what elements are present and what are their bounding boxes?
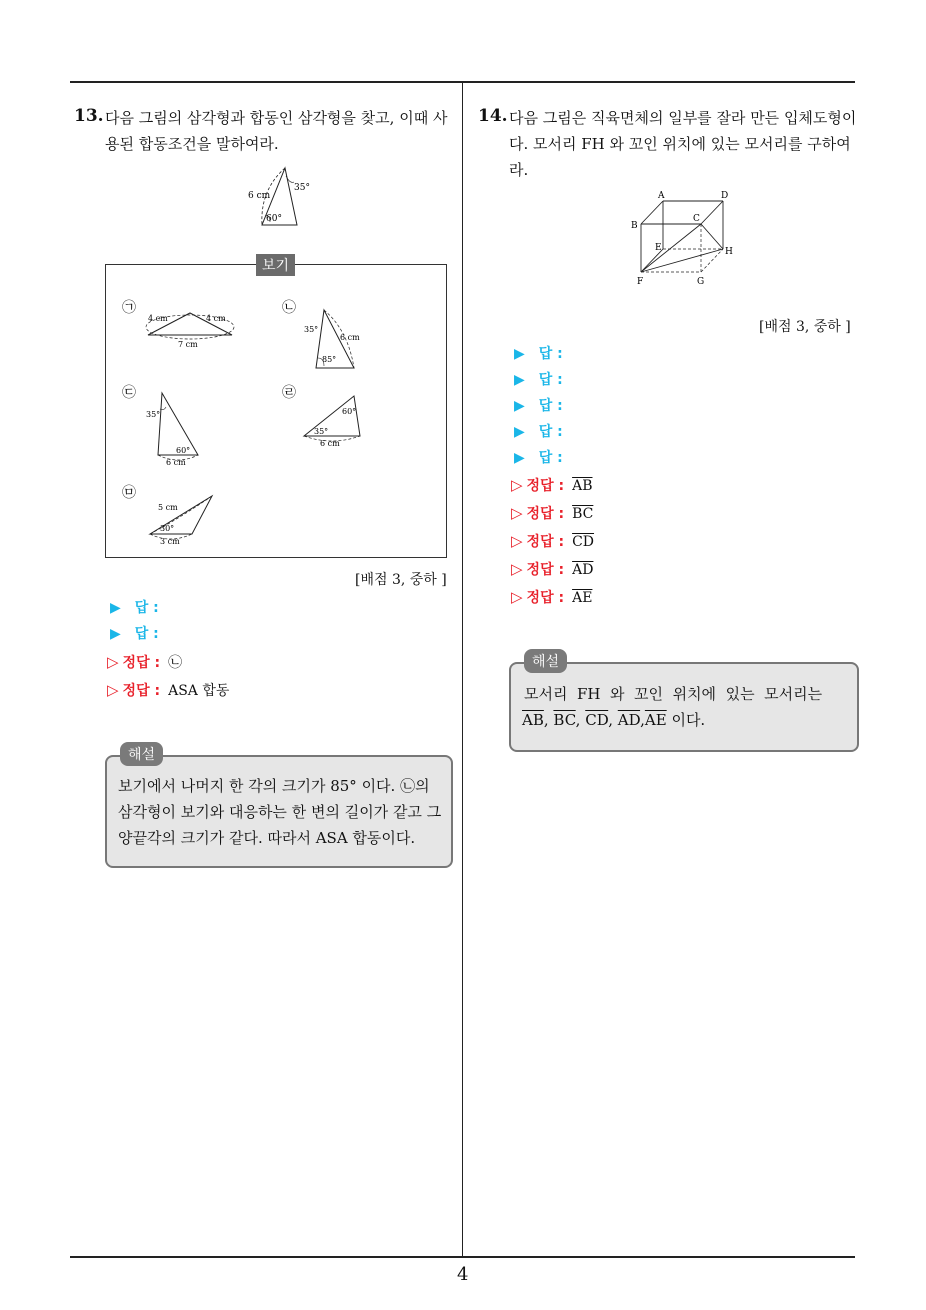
q13-explanation-line: 삼각형이 보기와 대응하는 한 변의 길이가 같고 그 [118, 803, 442, 821]
q14-answer-prompt: 답 : [538, 424, 563, 440]
q13-answer-prompt: 답 : [134, 600, 159, 616]
q14-exp-edge: $\overline{CD}$ [585, 711, 609, 729]
outline-triangle-icon: ▷ [511, 588, 523, 606]
play-icon: ▶ [514, 346, 525, 362]
q14-number: 14. [478, 106, 508, 126]
q14-correct-row [511, 474, 592, 496]
option-m-figure [140, 490, 220, 550]
q14-label-b: B [631, 221, 638, 231]
option-d-angle2: 60° [176, 446, 191, 455]
q14-exp-sep: , [640, 711, 645, 729]
q14-answer-prompt: 답 : [538, 346, 563, 362]
q14-exp-sep: , [575, 711, 581, 729]
q14-label-c: C [693, 214, 700, 224]
q13-correct-value: ㉡ [168, 655, 183, 671]
q14-correct-value: $\overline{CD}$ [572, 534, 595, 550]
q13-explanation-line: 양끝각의 크기가 같다. 따라서 ASA 합동이다. [118, 829, 416, 847]
option-r-marker: ㉣ [282, 385, 296, 401]
q14-text-line3: 라. [509, 161, 529, 179]
q13-correct-label: 정답 : [122, 683, 161, 699]
q13-answer-prompt: 답 : [134, 626, 159, 642]
option-m-marker: ㉤ [122, 485, 136, 501]
option-r-figure [298, 390, 368, 452]
q13-correct-row [107, 679, 229, 701]
outline-triangle-icon: ▷ [511, 504, 523, 522]
q14-correct-row [511, 502, 593, 524]
q13-answer-row[interactable] [110, 623, 159, 645]
option-n-angle1: 35° [304, 325, 319, 334]
q13-explanation-line: 보기에서 나머지 한 각의 크기가 85° 이다. ㉡의 [118, 777, 430, 795]
q14-explanation-line2 [522, 707, 705, 733]
q14-answer-prompt: 답 : [538, 372, 563, 388]
q13-text-line1: 다음 그림의 삼각형과 합동인 삼각형을 찾고, 이때 사 [105, 109, 448, 127]
outline-triangle-icon: ▷ [107, 681, 119, 699]
q14-answer-row[interactable] [514, 343, 563, 365]
q14-explanation-line1: 모서리 FH 와 꼬인 위치에 있는 모서리는 [524, 685, 823, 703]
play-icon: ▶ [110, 626, 121, 642]
q14-text-line1: 다음 그림은 직육면체의 일부를 잘라 만든 입체도형이 [509, 109, 857, 127]
option-n-figure [298, 300, 368, 372]
page-number: 4 [457, 1264, 469, 1285]
q13-correct-row [107, 651, 182, 673]
q14-exp-edge: $\overline{AB}$ [522, 711, 544, 729]
option-n-marker: ㉡ [282, 300, 296, 316]
option-d-marker: ㉢ [122, 385, 136, 401]
q13-correct-label: 정답 : [122, 655, 161, 671]
q13-triangle-figure [240, 160, 330, 230]
outline-triangle-icon: ▷ [107, 653, 119, 671]
bogi-label: 보기 [256, 254, 295, 276]
option-n-angle2: 85° [322, 355, 337, 364]
q14-correct-row [511, 530, 594, 552]
q13-correct-value: ASA 합동 [168, 683, 230, 699]
q14-correct-row [511, 586, 592, 608]
q14-answer-row[interactable] [514, 369, 563, 391]
option-m-side2: 3 cm [160, 537, 180, 546]
q14-correct-value: $\overline{AD}$ [572, 562, 594, 578]
q14-exp-sep: , [608, 711, 613, 729]
q13-number: 13. [74, 106, 104, 126]
option-g-side2: 4 cm [206, 314, 226, 323]
q13-answer-row[interactable] [110, 597, 159, 619]
q14-correct-label: 정답 : [526, 590, 565, 606]
q13-text-line2: 용된 합동조건을 말하여라. [105, 135, 279, 153]
q13-score: [배점 3, 중하 ] [355, 572, 447, 588]
q14-exp-edge: $\overline{AE}$ [644, 711, 667, 729]
q14-label-d: D [721, 191, 729, 201]
option-m-side1: 5 cm [158, 503, 178, 512]
q14-correct-row [511, 558, 593, 580]
q13-fig-angle-bottom: 60° [266, 214, 282, 224]
play-icon: ▶ [514, 424, 525, 440]
q14-exp-sep: , [543, 711, 549, 729]
q14-exp-edge: $\overline{AD}$ [617, 711, 641, 729]
q14-correct-value: $\overline{BC}$ [572, 506, 594, 522]
option-g-figure [140, 305, 240, 350]
bottom-rule [70, 1256, 855, 1258]
option-n-side: 6 cm [340, 333, 360, 342]
q14-label-f: F [637, 277, 644, 287]
q14-label-a: A [658, 191, 665, 201]
q14-correct-label: 정답 : [526, 478, 565, 494]
option-g-side1: 4 cm [148, 314, 168, 323]
q14-explanation-label: 해설 [524, 649, 567, 673]
q13-fig-side: 6 cm [248, 191, 271, 201]
play-icon: ▶ [514, 372, 525, 388]
q14-answer-prompt: 답 : [538, 450, 563, 466]
outline-triangle-icon: ▷ [511, 560, 523, 578]
option-g-marker: ㉠ [122, 300, 136, 316]
outline-triangle-icon: ▷ [511, 532, 523, 550]
option-d-figure [140, 385, 210, 470]
q14-answer-prompt: 답 : [538, 398, 563, 414]
q14-answer-row[interactable] [514, 447, 563, 469]
q14-correct-label: 정답 : [526, 534, 565, 550]
option-g-side3: 7 cm [178, 340, 198, 349]
q13-explanation-label: 해설 [120, 742, 163, 766]
play-icon: ▶ [514, 450, 525, 466]
option-d-side: 6 cm [166, 458, 186, 467]
option-d-angle1: 35° [146, 410, 161, 419]
column-divider [462, 82, 463, 1257]
q14-label-e: E [655, 243, 662, 253]
play-icon: ▶ [110, 600, 121, 616]
option-r-angle2: 35° [314, 427, 329, 436]
option-r-side: 6 cm [320, 439, 340, 448]
option-r-angle1: 60° [342, 407, 357, 416]
outline-triangle-icon: ▷ [511, 476, 523, 494]
q14-text-line2: 다. 모서리 FH 와 꼬인 위치에 있는 모서리를 구하여 [509, 135, 851, 153]
q14-correct-value: $\overline{AE}$ [572, 590, 593, 606]
q14-answer-row[interactable] [514, 395, 563, 417]
q14-label-h: H [725, 247, 733, 257]
q14-solid-figure [625, 188, 745, 288]
q14-label-g: G [697, 277, 705, 287]
q14-correct-label: 정답 : [526, 506, 565, 522]
q14-correct-label: 정답 : [526, 562, 565, 578]
q14-exp-edge: $\overline{BC}$ [553, 711, 576, 729]
play-icon: ▶ [514, 398, 525, 414]
q13-fig-angle-top: 35° [294, 183, 310, 193]
q14-score: [배점 3, 중하 ] [759, 319, 851, 335]
q14-exp-suffix: 이다. [671, 711, 706, 729]
q14-correct-value: $\overline{AB}$ [572, 478, 593, 494]
q14-answer-row[interactable] [514, 421, 563, 443]
option-m-angle: 30° [160, 524, 175, 533]
